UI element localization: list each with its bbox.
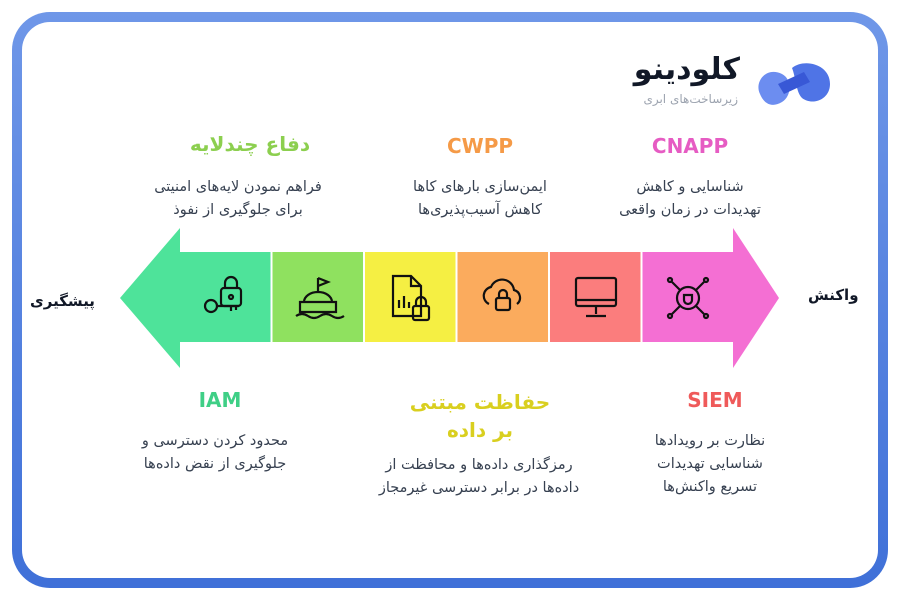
bottom-title-2: SIEM <box>687 388 743 412</box>
segment-1 <box>273 252 364 342</box>
segment-4 <box>550 252 641 342</box>
top-desc-2-line-1: تهدیدات در زمان واقعی <box>619 202 761 218</box>
top-title-0: دفاع چندلایه <box>189 132 311 156</box>
bottom-title-0: IAM <box>198 388 242 412</box>
bottom-desc-2-line-2: تسریع واکنش‌ها <box>662 479 758 495</box>
segment-2 <box>365 252 456 342</box>
segment-0 <box>180 252 271 342</box>
bottom-title-1 <box>390 388 570 444</box>
top-title-1: CWPP <box>446 134 514 158</box>
top-title-2: CNAPP <box>651 134 729 158</box>
right-axis-label: واکنش <box>808 286 859 304</box>
bottom-title-1-line-1: بر داده <box>446 418 514 442</box>
bottom-desc-0-line-1: جلوگیری از نقض داده‌ها <box>143 456 287 472</box>
left-axis-label: پیشگیری <box>30 292 95 310</box>
bottom-title-1-line-0: حفاظت مبتنی <box>409 390 551 414</box>
top-desc-0-line-0: فراهم نمودن لایه‌های امنیتی <box>154 179 322 195</box>
bottom-desc-1 <box>348 454 610 500</box>
top-desc-0-line-1: برای جلوگیری از نفوذ <box>173 202 303 218</box>
bottom-desc-1-line-1: داده‌ها در برابر دسترسی غیرمجاز <box>378 480 580 496</box>
bottom-desc-2-line-0: نظارت بر رویدادها <box>654 433 766 449</box>
bottom-desc-2-line-1: شناسایی تهدیدات <box>657 456 763 472</box>
top-desc-2-line-0: شناسایی و کاهش <box>636 179 744 195</box>
top-desc-1-line-1: کاهش آسیب‌پذیری‌ها <box>418 202 542 218</box>
top-desc-1-line-0: ایمن‌سازی بارهای کاها <box>413 179 547 195</box>
left-arrowhead <box>120 228 180 368</box>
segment-3 <box>458 252 549 342</box>
brand-name: کلودینو <box>633 52 740 87</box>
bottom-desc-1-line-0: رمزگذاری داده‌ها و محافظت از <box>385 457 573 473</box>
bottom-desc-0-line-0: محدود کردن دسترسی و <box>141 433 289 449</box>
segment-5 <box>643 252 734 342</box>
brand-tagline: زیرساخت‌های ابری <box>643 92 738 106</box>
bottom-desc-2 <box>610 430 810 499</box>
right-arrowhead <box>733 228 779 368</box>
bottom-desc-0 <box>118 430 312 476</box>
